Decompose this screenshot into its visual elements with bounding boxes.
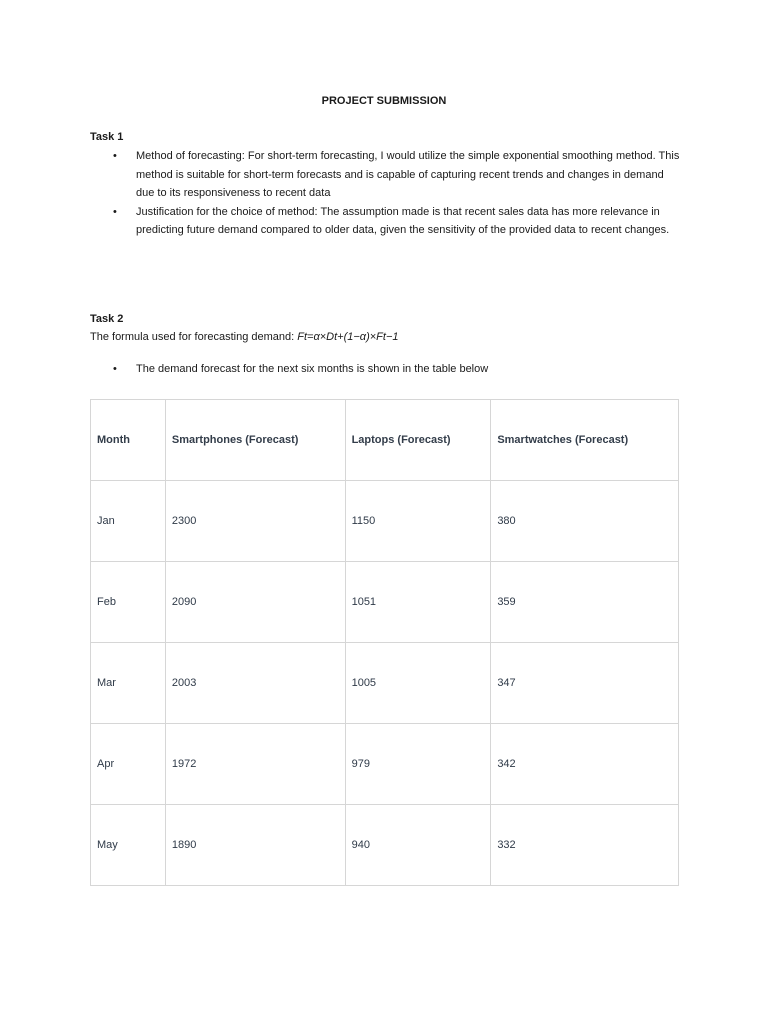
cell-smartphones: 2003 [165,643,345,724]
cell-smartphones: 2090 [165,562,345,643]
bullet-icon: • [113,150,117,162]
table-row [91,562,679,643]
cell-month: Jan [91,481,166,562]
cell-laptops: 1051 [345,562,491,643]
cell-smartphones: 1890 [165,805,345,886]
cell-laptops: 940 [345,805,491,886]
cell-smartwatches: 332 [491,805,679,886]
cell-smartphones: 1972 [165,724,345,805]
column-header-laptops: Laptops (Forecast) [345,400,491,481]
cell-month: Mar [91,643,166,724]
task1-heading: Task 1 [90,131,124,143]
bullet-icon: • [113,205,117,218]
task1-bullet-justification-text: Justification for the choice of method: The assumption made is that recent sales data has more relevance in predicting future demand compared to older data, given the sensitivity of the provided data to recent changes. [136,205,670,236]
cell-month: May [91,805,166,886]
cell-laptops: 979 [345,724,491,805]
cell-laptops: 1150 [345,481,491,562]
cell-month: Feb [91,562,166,643]
table-header-row [91,400,679,481]
task1-bullet-list [90,147,680,240]
formula-intro: The formula used for forecasting demand: [90,331,298,343]
table-row [91,805,679,886]
table-row [91,724,679,805]
cell-smartphones: 2300 [165,481,345,562]
task2-bullet-list [90,360,680,379]
forecast-table [90,399,679,886]
table-row [91,481,679,562]
task2-bullet-text: The demand forecast for the next six months is shown in the table below [136,363,489,375]
task1-bullet-method-text: Method of forecasting: For short-term forecasting, I would utilize the simple exponential smoothing method. This method is suitable for short-term forecasts and is capable of capturing recent trends and changes in demand due to its responsiveness to recent data [136,150,680,199]
cell-smartwatches: 342 [491,724,679,805]
bullet-icon: • [113,363,117,375]
task1-bullet-method [90,147,680,203]
column-header-smartwatches: Smartwatches (Forecast) [491,400,679,481]
column-header-month: Month [91,400,166,481]
formula: Ft=α×Dt+(1−α)×Ft−1 [297,331,399,343]
task2-bullet-table-intro [90,360,680,379]
formula-line [90,331,398,343]
document-title: PROJECT SUBMISSION [321,95,447,107]
cell-smartwatches: 347 [491,643,679,724]
table-row [91,643,679,724]
cell-month: Apr [91,724,166,805]
column-header-smartphones: Smartphones (Forecast) [165,400,345,481]
cell-laptops: 1005 [345,643,491,724]
cell-smartwatches: 359 [491,562,679,643]
task2-heading: Task 2 [90,313,124,325]
cell-smartwatches: 380 [491,481,679,562]
task1-bullet-justification [90,203,680,240]
